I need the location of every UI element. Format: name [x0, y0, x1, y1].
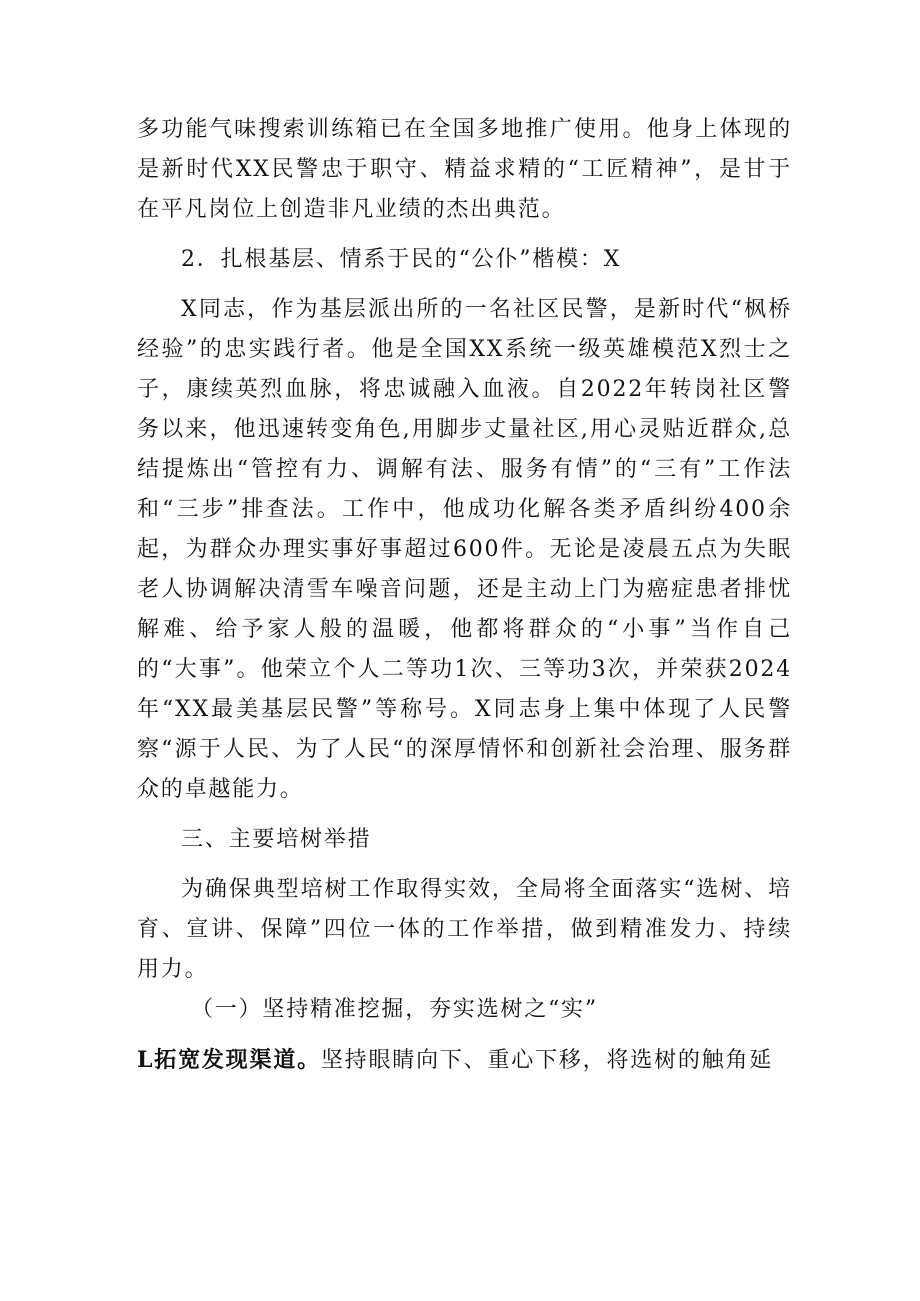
paragraph-channels-text: 坚持眼睛向下、重心下移，将选树的触角延	[320, 1048, 774, 1073]
paragraph-continuation: 多功能气味搜索训练箱已在全国多地推广使用。他身上体现的是新时代XX民警忠于职守、精益求精的“工匠精神”，是甘于在平凡岗位上创造非凡业绩的杰出典范。	[137, 117, 792, 222]
subsection-heading-1: （一）坚持精准挖掘，夯实选树之“实”	[191, 997, 598, 1022]
paragraph-channels	[137, 1040, 792, 1081]
item-heading-2: 2．扎根基层、情系于民的“公仆”楷模：X	[181, 247, 622, 272]
section-heading-3: 三、主要培树举措	[181, 827, 372, 852]
paragraph-model-profile: X同志，作为基层派出所的一名社区民警，是新时代“枫桥经验”的忠实践行者。他是全国XX系统一级英雄模范X烈士之子，康续英烈血脉，将忠诚融入血液。自2022年转岗社区警务以来，他迅速转变角色,用脚步丈量社区,用心灵贴近群众,总结提炼出“管控有力、调解有法、服务有情”的“三有”工作法和“三步”排查法。工作中，他成功化解各类矛盾纠纷400余起，为群众办理实事好事超过600件。无论是凌晨五点为失眠老人协调解决清雪车噪音问题，还是主动上门为癌症患者排忧解难、给予家人般的温暖，他都将群众的“小事”当作自己的“大事”。他荣立个人二等功1次、三等功3次，并荣获2024年“XX最美基层民警”等称号。X同志身上集中体现了人民警察“源于人民、为了人民“的深厚情怀和创新社会治理、服务群众的卓越能力。	[137, 297, 792, 802]
document-body	[137, 110, 792, 1081]
bold-lead-in: L拓宽发现渠道。	[137, 1047, 321, 1073]
paragraph-measures-intro: 为确保典型培树工作取得实效，全局将全面落实“选树、培育、宣讲、保障”四位一体的工作举措，做到精准发力、持续用力。	[137, 877, 792, 982]
